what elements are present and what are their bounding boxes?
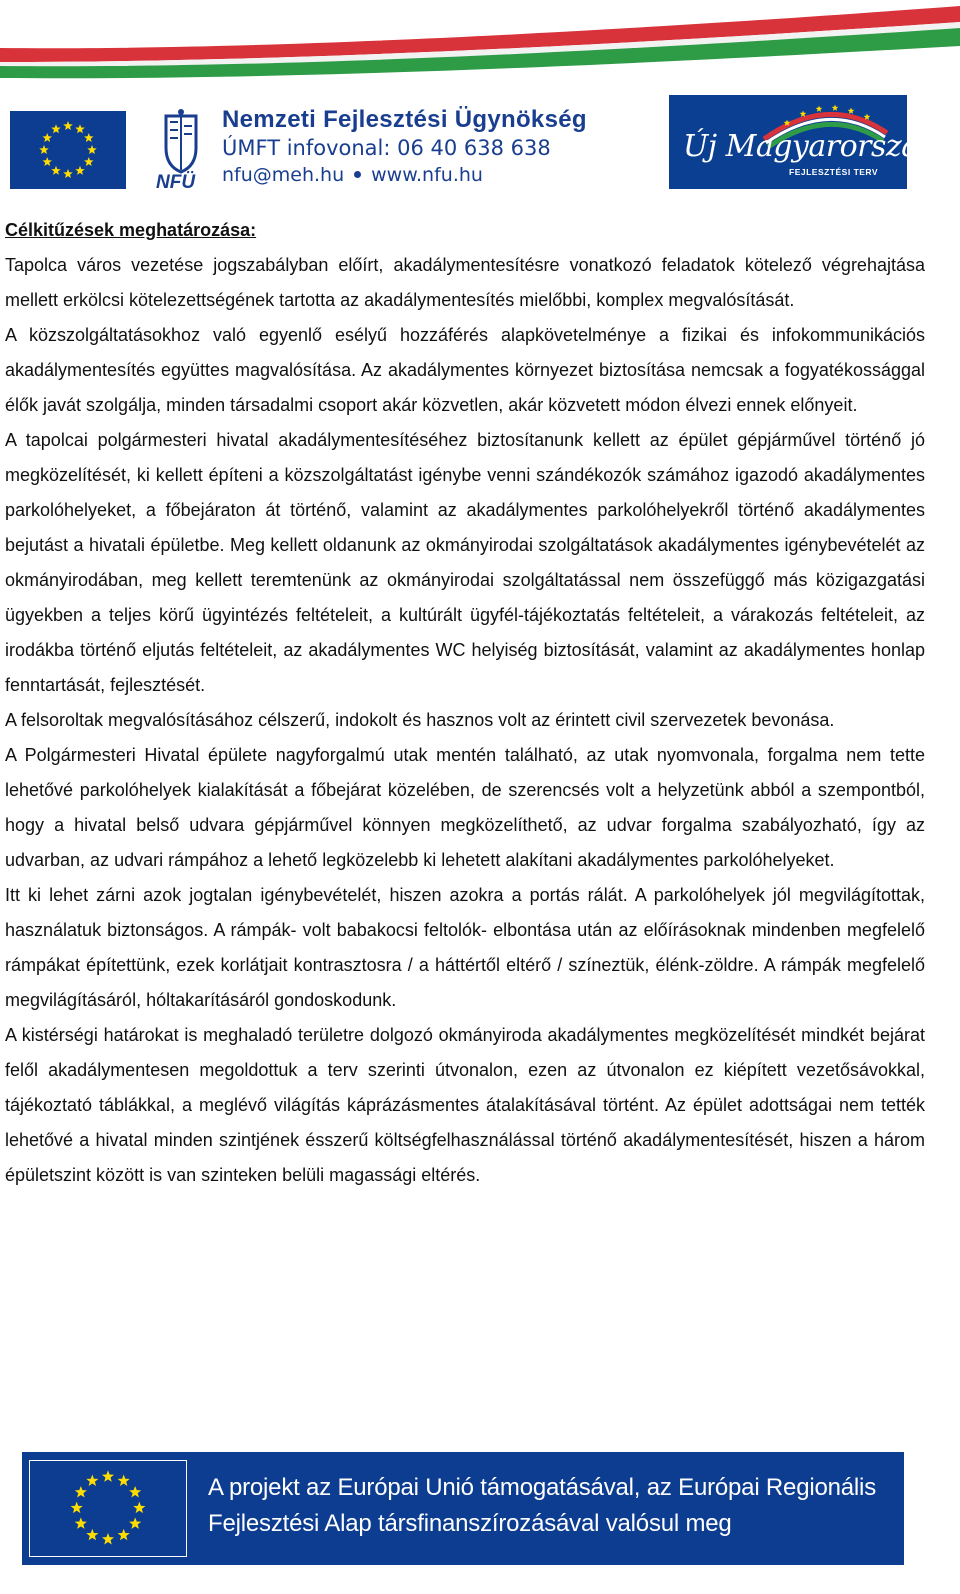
- eu-star-icon: [118, 1529, 130, 1541]
- eu-star-icon: [129, 1517, 141, 1529]
- eu-star-icon: [86, 1475, 98, 1487]
- document-body: [5, 213, 925, 1193]
- bullet-icon: [354, 171, 361, 178]
- uj-magyarorszag-logo: [669, 95, 938, 189]
- website-link[interactable]: www.nfu.hu: [371, 164, 483, 186]
- eu-star-icon: [63, 169, 73, 178]
- um-logo-subtitle: FEJLESZTÉSI TERV: [789, 167, 879, 177]
- eu-star-icon: [84, 133, 94, 142]
- eu-star-icon: [63, 121, 73, 130]
- paragraph-5: A Polgármesteri Hivatal épülete nagyforgalmú utak mentén található, az utak nyomvonala, forgalma nem tette lehetővé parkolóhelyek kialakítását a főbejárat közelében, de szerencsés volt a helyzetünk abból a szempontból, hogy a hivatal belső udvara gépjárművel könnyen megközelíthető, az udvar forgalma szabályozható, így az udvarban, az udvari rámpához a lehető legközelebb ki lehetett alakítani akadálymentes parkolóhelyeket.: [5, 745, 925, 870]
- eu-star-icon: [39, 145, 49, 154]
- nfu-abbr: NFÜ: [156, 172, 196, 193]
- eu-star-icon: [75, 1517, 87, 1529]
- paragraph-4: A felsoroltak megvalósításához célszerű, indokolt és hasznos volt az érintett civil szervezetek bevonása.: [5, 710, 835, 730]
- infoline-text: ÚMFT infovonal: 06 40 638 638: [222, 136, 551, 160]
- email-link[interactable]: nfu@meh.hu: [222, 164, 345, 186]
- eu-star-icon: [71, 1502, 83, 1514]
- section-heading: Célkitűzések meghatározása:: [5, 220, 257, 240]
- paragraph-2: A közszolgáltatásokhoz való egyenlő esélyű hozzáférés alapkövetelménye a fizikai és infokommunikációs akadálymentesítés együttes magvalósítása. Az akadálymentes környezet biztosítása nemcsak a fogyatékossággal élők javát szolgálja, minden társadalmi csoport akár közvetlen, akár közvetett módon élvezi ennek előnyeit.: [5, 325, 925, 415]
- paragraph-6: Itt ki lehet zárni azok jogtalan igénybevételét, hiszen azokra a portás rálát. A parkolóhelyek jól megvilágítottak, használatuk biztonságos. A rámpák- volt babakocsi feltolók- elbontása után az előírásoknak mindenben megfelelő rámpákat építettünk, ezek korlátjait kontrasztosra / a háttértől eltérő / színeztük, élénk-zöldre. A rámpák megfelelő megvilágításáról, hóltakarításáról gondoskodunk.: [5, 885, 925, 1010]
- um-logo-text: Új Magyarország: [683, 129, 938, 164]
- um-star-icon: [832, 105, 839, 111]
- eu-star-icon: [118, 1475, 130, 1487]
- paragraph-3: A tapolcai polgármesteri hivatal akadálymentesítéséhez biztosítanunk kellett az épület gépjárművel történő jó megközelítését, ki kellett építeni a közszolgáltatást igénybe venni szándékozók számához igazodó akadálymentes parkolóhelyeket, a főbejáraton át történő, valamint az akadálymentes parkolóhelyekről történő akadálymentes bejutást a hivatali épületbe. Meg kellett oldanunk az okmányirodai szolgáltatások akadálymentes igénybevételét az okmányirodában, meg kellett teremtenünk az okmányirodai szolgáltatással nem összefüggő más közigazgatási ügyekben a teljes körű ügyintézés feltételeit, a kultúrált ügyfél-tájékoztatás feltételeit, a várakozás feltételeit, az irodákba történő eljutás feltételeit, az akadálymentes WC helyiség biztosítását, valamint az akadálymentes honlap fenntartását, fejlesztését.: [5, 430, 925, 695]
- paragraph-1: Tapolca város vezetése jogszabályban előírt, akadálymentesítésre vonatkozó feladatok kötelező végrehajtása mellett erkölcsi kötelezettségének tartotta az akadálymentesítés mielőbbi, komplex megvalósítását.: [5, 255, 925, 310]
- eu-star-icon: [42, 133, 52, 142]
- eu-star-icon: [86, 1529, 98, 1541]
- tricolor-ribbon: [0, 0, 960, 95]
- funding-line-1: A projekt az Európai Unió támogatásával, az Európai Regionális: [208, 1474, 876, 1501]
- eu-star-icon: [102, 1470, 114, 1482]
- eu-star-icon: [75, 124, 85, 133]
- eu-flag-logo: [10, 111, 126, 189]
- eu-star-icon: [42, 157, 52, 166]
- agency-title: Nemzeti Fejlesztési Ügynökség: [222, 106, 587, 133]
- eu-star-icon: [51, 124, 61, 133]
- eu-funding-banner: [22, 1452, 904, 1565]
- eu-star-icon: [102, 1533, 114, 1545]
- nfu-crest-logo: [156, 108, 206, 193]
- eu-star-icon: [75, 1486, 87, 1498]
- eu-star-icon: [133, 1502, 145, 1514]
- um-star-icon: [848, 108, 855, 114]
- eu-flag-footer-logo: [29, 1460, 187, 1557]
- um-star-icon: [816, 106, 823, 112]
- eu-star-icon: [129, 1486, 141, 1498]
- paragraph-7: A kistérségi határokat is meghaladó területre dolgozó okmányiroda akadálymentes megközelítését mindkét bejárat felől akadálymentesen megoldottuk a terv szerinti útvonalon, ezen az útvonalon ez kiépített vezetősávokkal, tájékoztató táblákkal, a meglévő világítás káprázásmentes átalakításával történt. Az épület adottságai nem tették lehetővé a hivatal minden szintjének ésszerű költségfelhasználással történő akadálymentesítését, hiszen a három épületszint között is van szinteken belüli magassági eltérés.: [5, 1025, 925, 1185]
- eu-star-icon: [51, 166, 61, 175]
- eu-star-icon: [75, 166, 85, 175]
- contact-line: [222, 164, 483, 186]
- eu-star-icon: [84, 157, 94, 166]
- eu-star-icon: [87, 145, 97, 154]
- funding-line-2: Fejlesztési Alap társfinanszírozásával valósul meg: [208, 1510, 732, 1537]
